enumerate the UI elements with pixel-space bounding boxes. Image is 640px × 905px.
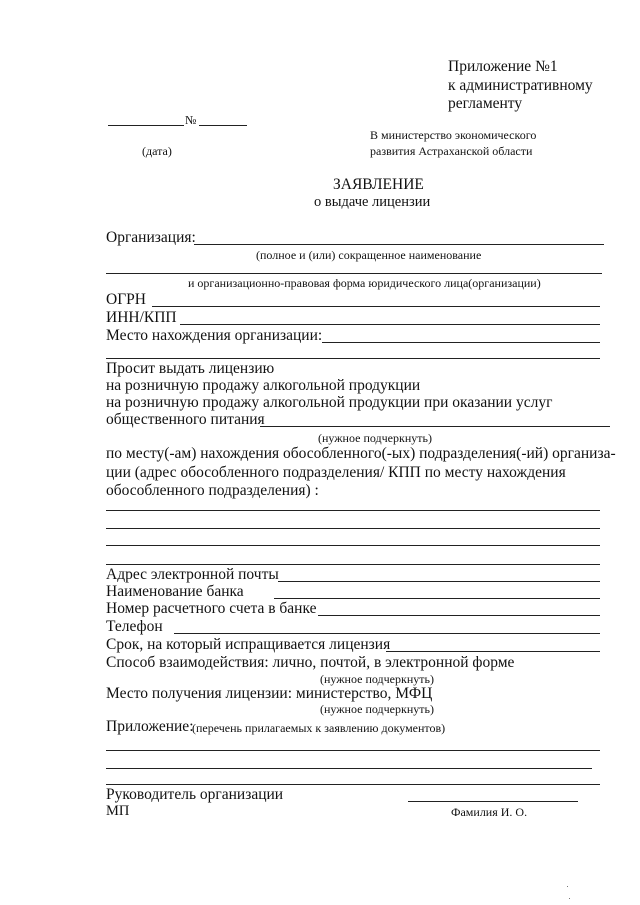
ogrn-field-line[interactable] <box>152 306 600 307</box>
location-field-line-2[interactable] <box>106 358 600 359</box>
branch-line-1: по месту(-ам) нахождения обособленного(-ых) подразделения(-ий) организа- <box>106 445 616 462</box>
term-label: Срок, на который испращивается лицензия <box>106 636 391 653</box>
location-label: Место нахождения организации: <box>106 327 323 344</box>
date-caption: (дата) <box>142 144 172 158</box>
email-label: Адрес электронной почты <box>106 566 279 583</box>
number-field-line[interactable] <box>199 125 247 126</box>
inn-kpp-label: ИНН/КПП <box>106 309 177 326</box>
branch-line-2: ции (адрес обособленного подразделения/ КПП по месту нахождения <box>106 464 566 481</box>
organization-field-line-2[interactable] <box>106 273 602 274</box>
request-hint: (нужное подчеркнуть) <box>318 431 432 445</box>
branch-field-line-4[interactable] <box>106 564 600 565</box>
request-line-2: на розничную продажу алкогольной продукции <box>106 377 421 394</box>
date-field-line[interactable] <box>108 125 184 126</box>
attachments-field-line-2[interactable] <box>106 768 592 769</box>
attachments-hint: (перечень прилагаемых к заявлению документов) <box>192 721 446 735</box>
head-of-organization-label: Руководитель организации <box>106 786 284 803</box>
request-line-3: на розничную продажу алкогольной продукции при оказании услуг <box>106 394 553 411</box>
ogrn-label: ОГРН <box>106 291 146 308</box>
branch-field-line-1[interactable] <box>106 510 600 511</box>
signature-field-line[interactable] <box>408 801 578 802</box>
stamp-label: МП <box>106 803 130 819</box>
email-field-line[interactable] <box>278 581 600 582</box>
attachments-label: Приложение: <box>106 718 194 735</box>
interaction-label: Способ взаимодействия: лично, почтой, в электронной форме <box>106 654 515 671</box>
bank-field-line[interactable] <box>274 598 600 599</box>
scan-speck <box>567 886 568 887</box>
annex-line-1: Приложение №1 <box>448 58 558 75</box>
organization-field-line[interactable] <box>194 244 604 245</box>
annex-line-3: регламенту <box>448 95 523 112</box>
phone-label: Телефон <box>106 618 163 635</box>
document-title: ЗАЯВЛЕНИЕ <box>333 176 424 193</box>
phone-field-line[interactable] <box>174 633 600 634</box>
bank-label: Наименование банка <box>106 583 244 600</box>
account-label: Номер расчетного счета в банке <box>106 600 317 617</box>
request-line-1: Просит выдать лицензию <box>106 360 275 377</box>
organization-label: Организация: <box>106 229 196 246</box>
annex-line-2: к административному <box>448 77 593 94</box>
attachments-field-line-3[interactable] <box>106 784 600 785</box>
organization-hint-2: и организационно-правовая форма юридического лица(организации) <box>188 276 541 290</box>
receipt-hint: (нужное подчеркнуть) <box>320 702 434 716</box>
inn-kpp-field-line[interactable] <box>180 324 600 325</box>
branch-field-line-3[interactable] <box>106 545 600 546</box>
branch-line-3: обособленного подразделения) : <box>106 482 319 499</box>
location-field-line[interactable] <box>322 342 600 343</box>
receipt-label: Место получения лицензии: министерство, МФЦ <box>106 685 433 702</box>
document-subtitle: о выдаче лицензии <box>314 194 431 210</box>
name-caption: Фамилия И. О. <box>451 805 528 819</box>
attachments-field-line-1[interactable] <box>106 750 600 751</box>
request-line-4: общественного питания <box>106 411 265 428</box>
addressee-line-2: развития Астраханской области <box>370 144 533 158</box>
catering-field-line[interactable] <box>260 426 610 427</box>
interaction-hint: (нужное подчеркнуть) <box>320 672 434 686</box>
scan-speck <box>569 898 570 899</box>
organization-hint-1: (полное и (или) сокращенное наименование <box>256 248 482 262</box>
addressee-line-1: В министерство экономического <box>370 128 537 142</box>
number-sign: № <box>185 113 197 127</box>
branch-field-line-2[interactable] <box>106 528 600 529</box>
account-field-line[interactable] <box>318 615 600 616</box>
term-field-line[interactable] <box>386 651 600 652</box>
